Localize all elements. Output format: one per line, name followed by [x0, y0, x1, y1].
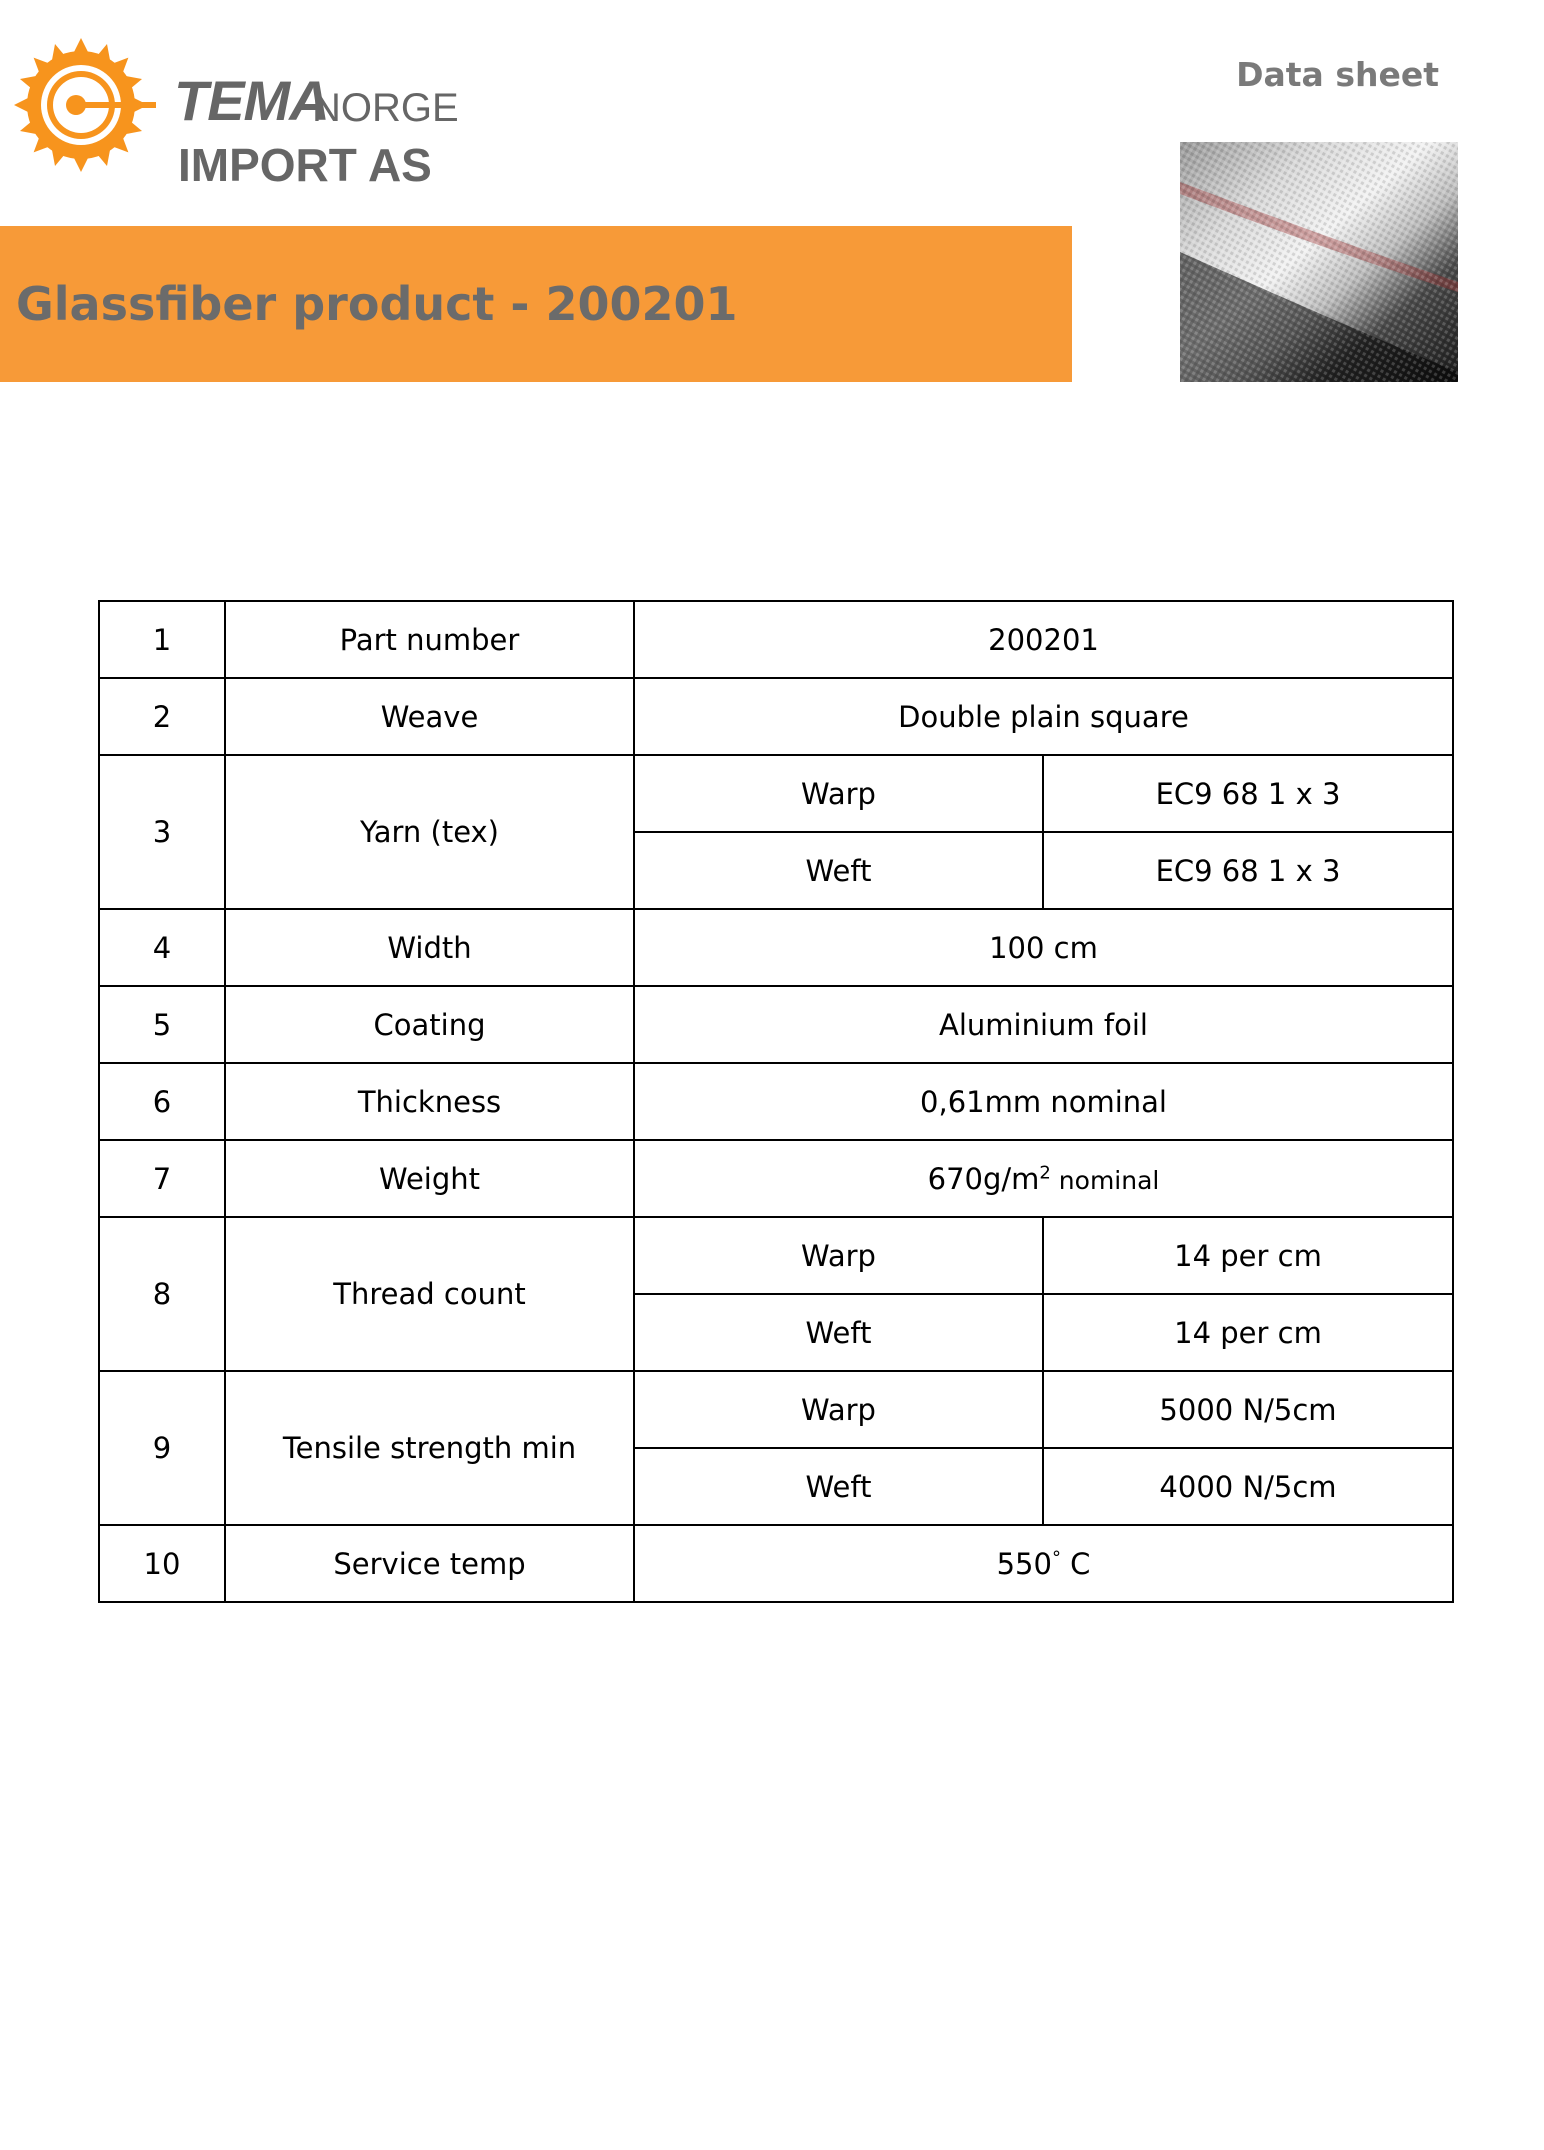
row-number: 2: [99, 678, 225, 755]
sub-label: Warp: [634, 1217, 1043, 1294]
row-value: 0,61mm nominal: [634, 1063, 1453, 1140]
weight-superscript: 2: [1039, 1161, 1051, 1183]
row-number: 8: [99, 1217, 225, 1371]
degree-symbol: °: [1051, 1546, 1061, 1568]
sub-value: EC9 68 1 x 3: [1043, 755, 1453, 832]
row-number: 1: [99, 601, 225, 678]
logo-norge-text: NORGE: [312, 86, 459, 130]
row-value: 100 cm: [634, 909, 1453, 986]
table-row: [99, 1140, 1453, 1217]
row-label: Weight: [225, 1140, 634, 1217]
row-value: [634, 1525, 1453, 1602]
row-label: Yarn (tex): [225, 755, 634, 909]
table-row: [99, 1217, 1453, 1294]
temp-value: 550: [996, 1546, 1052, 1581]
row-number: 7: [99, 1140, 225, 1217]
sub-value: EC9 68 1 x 3: [1043, 832, 1453, 909]
table-row: [99, 1525, 1453, 1602]
row-label: Part number: [225, 601, 634, 678]
row-label: Weave: [225, 678, 634, 755]
sub-label: Warp: [634, 1371, 1043, 1448]
row-number: 9: [99, 1371, 225, 1525]
row-value: Aluminium foil: [634, 986, 1453, 1063]
row-label: Thickness: [225, 1063, 634, 1140]
company-logo: [6, 30, 459, 191]
row-label: Thread count: [225, 1217, 634, 1371]
sun-gear-icon: [6, 30, 156, 180]
row-value: 200201: [634, 601, 1453, 678]
row-number: 10: [99, 1525, 225, 1602]
row-number: 6: [99, 1063, 225, 1140]
row-number: 4: [99, 909, 225, 986]
page-title: Glassfiber product - 200201: [16, 277, 738, 331]
spec-table: [98, 600, 1454, 1603]
sub-value: 14 per cm: [1043, 1217, 1453, 1294]
weight-note: nominal: [1050, 1165, 1160, 1195]
sub-value: 5000 N/5cm: [1043, 1371, 1453, 1448]
row-label: Coating: [225, 986, 634, 1063]
sub-value: 14 per cm: [1043, 1294, 1453, 1371]
row-value: [634, 1140, 1453, 1217]
fabric-photo: [1180, 142, 1458, 382]
row-label: Service temp: [225, 1525, 634, 1602]
sub-label: Warp: [634, 755, 1043, 832]
row-number: 3: [99, 755, 225, 909]
table-row: [99, 986, 1453, 1063]
table-row: [99, 1063, 1453, 1140]
title-banner: [0, 226, 1072, 382]
sub-label: Weft: [634, 1448, 1043, 1525]
weight-value: 670g/m: [927, 1161, 1040, 1196]
row-number: 5: [99, 986, 225, 1063]
document-type-label: Data sheet: [1236, 55, 1439, 94]
sub-value: 4000 N/5cm: [1043, 1448, 1453, 1525]
row-label: Width: [225, 909, 634, 986]
sub-label: Weft: [634, 1294, 1043, 1371]
sub-label: Weft: [634, 832, 1043, 909]
temp-unit: C: [1060, 1546, 1091, 1581]
table-row: [99, 909, 1453, 986]
row-label: Tensile strength min: [225, 1371, 634, 1525]
logo-tema-text: TEMA: [174, 69, 329, 132]
table-row: [99, 678, 1453, 755]
logo-import-text: IMPORT AS: [178, 139, 432, 191]
table-row: [99, 601, 1453, 678]
table-row: [99, 1371, 1453, 1448]
table-row: [99, 755, 1453, 832]
row-value: Double plain square: [634, 678, 1453, 755]
